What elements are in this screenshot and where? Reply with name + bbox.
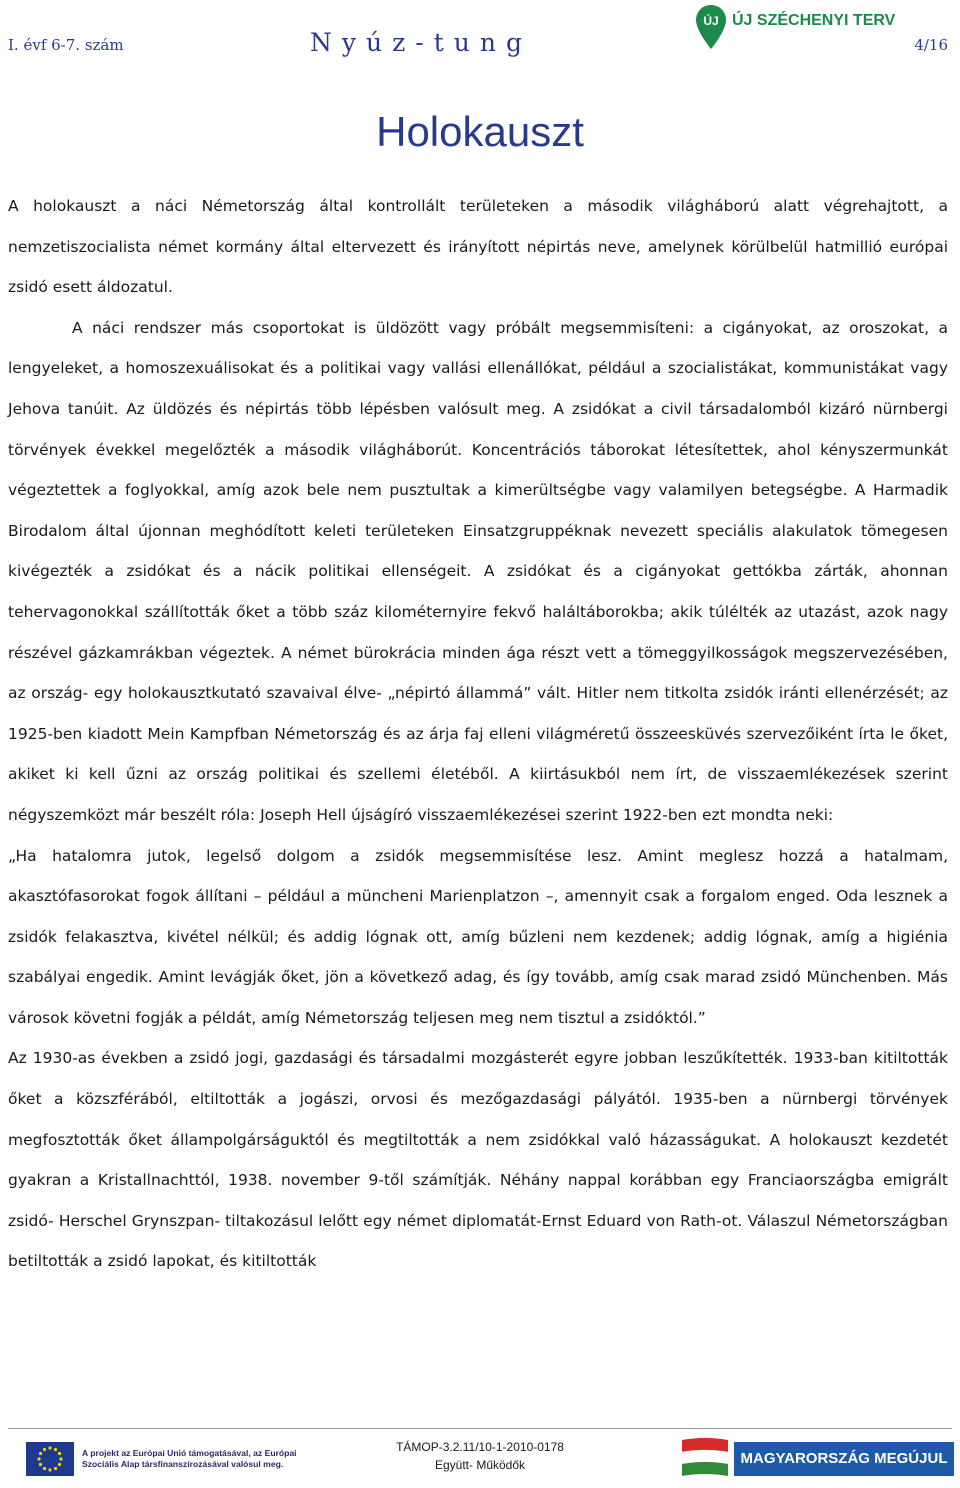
article-title: Holokauszt <box>376 108 584 155</box>
svg-text:ÚJ: ÚJ <box>703 14 719 28</box>
banner-text: MAGYARORSZÁG MEGÚJUL <box>734 1442 954 1476</box>
project-info <box>380 1438 580 1474</box>
logo-text: ÚJ SZÉCHENYI TERV <box>732 12 896 29</box>
footer-divider <box>8 1428 952 1429</box>
szechenyi-logo <box>694 4 896 52</box>
page-header <box>0 0 960 80</box>
paragraph-1930s: Az 1930-as években a zsidó jogi, gazdasági és társadalmi mozgásterét egyre jobban leszűkítették. 1933-ban kitiltották őket a közszférából, eltiltották a jogászi, orvosi és mezőgazdasági pályától. 1935-ben a nürnbergi törvények megfosztották őket állampolgárságuktól és megtiltották a nem zsidókkal való házasságukat. A holokauszt kezdetét gyakran a Kristallnachttól, 1938. november 9-től számítják. Néhány nappal korábban egy Franciaországba emigrált zsidó- Herschel Grynszpan- tiltakozásul lelőtt egy német diplomatát-Ernst Eduard von Rath-ot. Válaszul Németországban betiltották a zsidó lapokat, és kitiltották <box>8 1049 948 1271</box>
article-body <box>8 186 948 1282</box>
eu-flag-icon <box>26 1442 74 1476</box>
eu-support-notice <box>26 1442 316 1478</box>
project-motto: Együtt- Működők <box>434 1458 526 1472</box>
eu-notice-line-2: Szociális Alap társfinanszírozásával valósul meg. <box>82 1459 284 1469</box>
paragraph-intro: A holokauszt a náci Németország által kontrollált területeken a második világháború alatt végrehajtott, a nemzetiszocialista német kormány által eltervezett és irányított népirtás neve, amelynek körülbelül hatmillió európai zsidó esett áldozatul. <box>8 197 948 297</box>
project-code: TÁMOP-3.2.11/10-1-2010-0178 <box>396 1440 564 1454</box>
location-pin-icon <box>694 4 728 50</box>
issue-label: I. évf 6-7. szám <box>8 36 124 54</box>
paragraph-quote: „Ha hatalomra jutok, legelső dolgom a zsidók megsemmisítése lesz. Amint meglesz hozzá a hatalmam, akasztófasorokat fogok állítani – például a müncheni Marienplatzon –, amennyit csak a forgalom enged. Oda lesznek a zsidók felakasztva, kivétel nélkül; és addig lógnak ott, amíg bűzleni nem kezdenek; addig lógnak, amíg a higiénia szabályai engedik. Amint levágják őket, jön a következő adag, és így tovább, amíg csak marad zsidó Münchenben. Más városok követni fogják a példát, amíg Németország teljesen meg nem tisztul a zsidóktól.” <box>8 846 948 1027</box>
eu-notice-line-1: A projekt az Európai Unió támogatásával, az Európai <box>82 1448 297 1458</box>
paragraph-persecution: A náci rendszer más csoportokat is üldözött vagy próbált megsemmisíteni: a cigányokat, az oroszokat, a lengyeleket, a homoszexuálisokat és a politikai vagy vallási ellenállókat, például a szocialistákat, kommunistákat vagy Jehova tanúit. Az üldözés és népirtás több lépésben valósult meg. A zsidókat a civil társadalomból kizáró nürnbergi törvények évekkel megelőzték a második világháborút. Koncentrációs táborokat létesítettek, ahol kényszermunkát végeztettek a foglyokkal, amíg azok bele nem pusztultak a kimerültségbe vagy valamilyen betegségbe. A Harmadik Birodalom által újonnan meghódított keleti területeken Einsatzgruppéknak nevezett speciális alakulatok tömegesen kivégezték a zsidókat és a nácik politikai ellenségeit. A zsidókat és a cigányokat gettókba zárták, ahonnan tehervagonokkal szállították őket a több száz kilométernyire fekvő haláltáborokba; akik túlélték az utazást, azok nagy részével gázkamrákban végeztek. A német bürokrácia minden ága részt vett a tömeggyilkosságok megszervezésében, az ország- egy holokausztkutató szavaival élve- „népirtó állammá” vált. Hitler nem titkolta zsidók iránti ellenérzését; az 1925-ben kiadott Mein Kampfban Németország és az árja faj elleni világméretű összeesküvés szervezőiként írta le őket, akiket ki kell űzni az ország politikai és szellemi életéből. A kiirtásukból nem írt, de visszaemlékezések szerint négyszemközt már beszélt róla: Joseph Hell újságíró visszaemlékezései szerint 1922-ben ezt mondta neki: <box>8 318 948 824</box>
page-number: 4/16 <box>914 36 948 54</box>
magazine-title: Nyúz-tung <box>310 28 532 57</box>
hungary-renewal-banner <box>680 1436 954 1482</box>
hungarian-flag-icon <box>680 1436 730 1482</box>
eu-notice-text <box>82 1448 297 1470</box>
